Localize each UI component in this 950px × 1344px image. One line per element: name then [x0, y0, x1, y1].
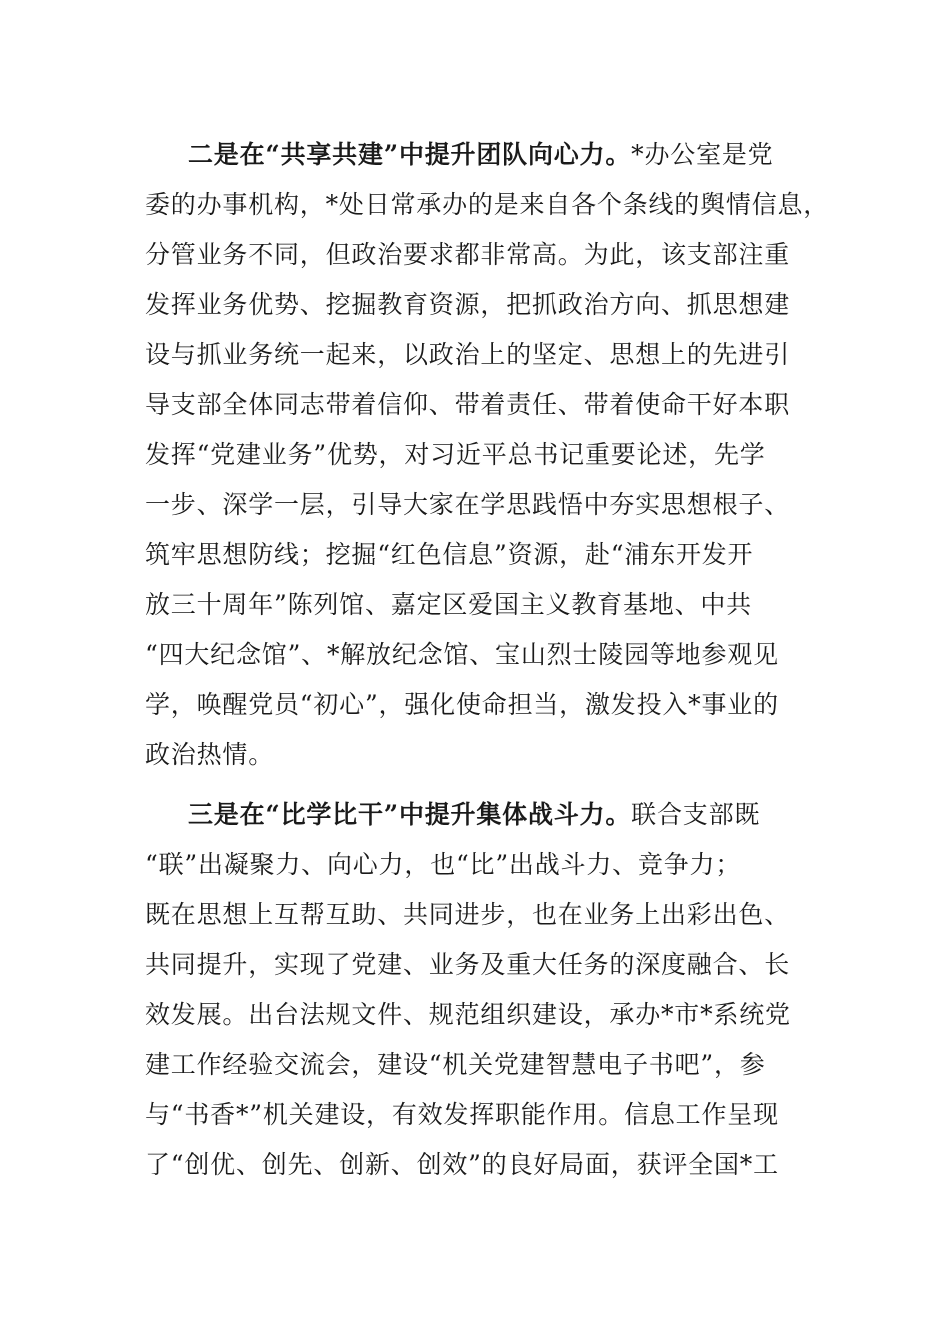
paragraph-lead-heading: 二是在“共享共建”中提升团队向心力。 — [188, 140, 632, 169]
text-line: 导支部全体同志带着信仰、带着责任、带着使命干好本职 — [145, 390, 791, 419]
text-line: 发挥业务优势、挖掘教育资源，把抓政治方向、抓思想建 — [145, 290, 791, 319]
text-line: 放三十周年”陈列馆、嘉定区爱国主义教育基地、中共 — [145, 590, 752, 619]
paragraph-lead-heading: 三是在“比学比干”中提升集体战斗力。 — [188, 800, 632, 829]
text-line: “联”出凝聚力、向心力，也“比”出战斗力、竞争力； — [145, 850, 742, 879]
paragraph-shared-building — [145, 136, 830, 786]
text-line: 设与抓业务统一起来，以政治上的坚定、思想上的先进引 — [145, 340, 791, 369]
text-line: 了“创优、创先、创新、创效”的良好局面，获评全国*工 — [145, 1150, 779, 1179]
text-line: 分管业务不同，但政治要求都非常高。为此，该支部注重 — [145, 240, 791, 269]
text-line: 既在思想上互帮互助、共同进步，也在业务上出彩出色、 — [145, 900, 791, 929]
paragraph-first-line — [145, 796, 815, 846]
text-line: 一步、深学一层，引导大家在学思践悟中夯实思想根子、 — [145, 490, 791, 519]
text-line: “四大纪念馆”、*解放纪念馆、宝山烈士陵园等地参观见 — [145, 640, 779, 669]
text-line: *办公室是党 — [631, 140, 774, 169]
text-line: 与“书香*”机关建设，有效发挥职能作用。信息工作呈现 — [145, 1100, 779, 1129]
text-line: 效发展。出台法规文件、规范组织建设，承办*市*系统党 — [145, 1000, 791, 1029]
paragraph-first-line — [145, 136, 815, 186]
text-line: 共同提升，实现了党建、业务及重大任务的深度融合、长 — [145, 950, 791, 979]
text-line: 委的办事机构，*处日常承办的是来自各个条线的舆情信息， — [145, 190, 830, 219]
text-line: 建工作经验交流会，建设“机关党建智慧电子书吧”，参 — [145, 1050, 766, 1079]
text-line: 筑牢思想防线；挖掘“红色信息”资源，赴“浦东开发开 — [145, 540, 754, 569]
paragraph-compare-compete — [145, 796, 815, 1196]
text-line: 政治热情。 — [145, 740, 275, 769]
text-line: 联合支部既 — [631, 800, 761, 829]
text-line: 学，唤醒党员“初心”，强化使命担当，激发投入*事业的 — [145, 690, 779, 719]
text-line: 发挥“党建业务”优势，对习近平总书记重要论述，先学 — [145, 440, 766, 469]
